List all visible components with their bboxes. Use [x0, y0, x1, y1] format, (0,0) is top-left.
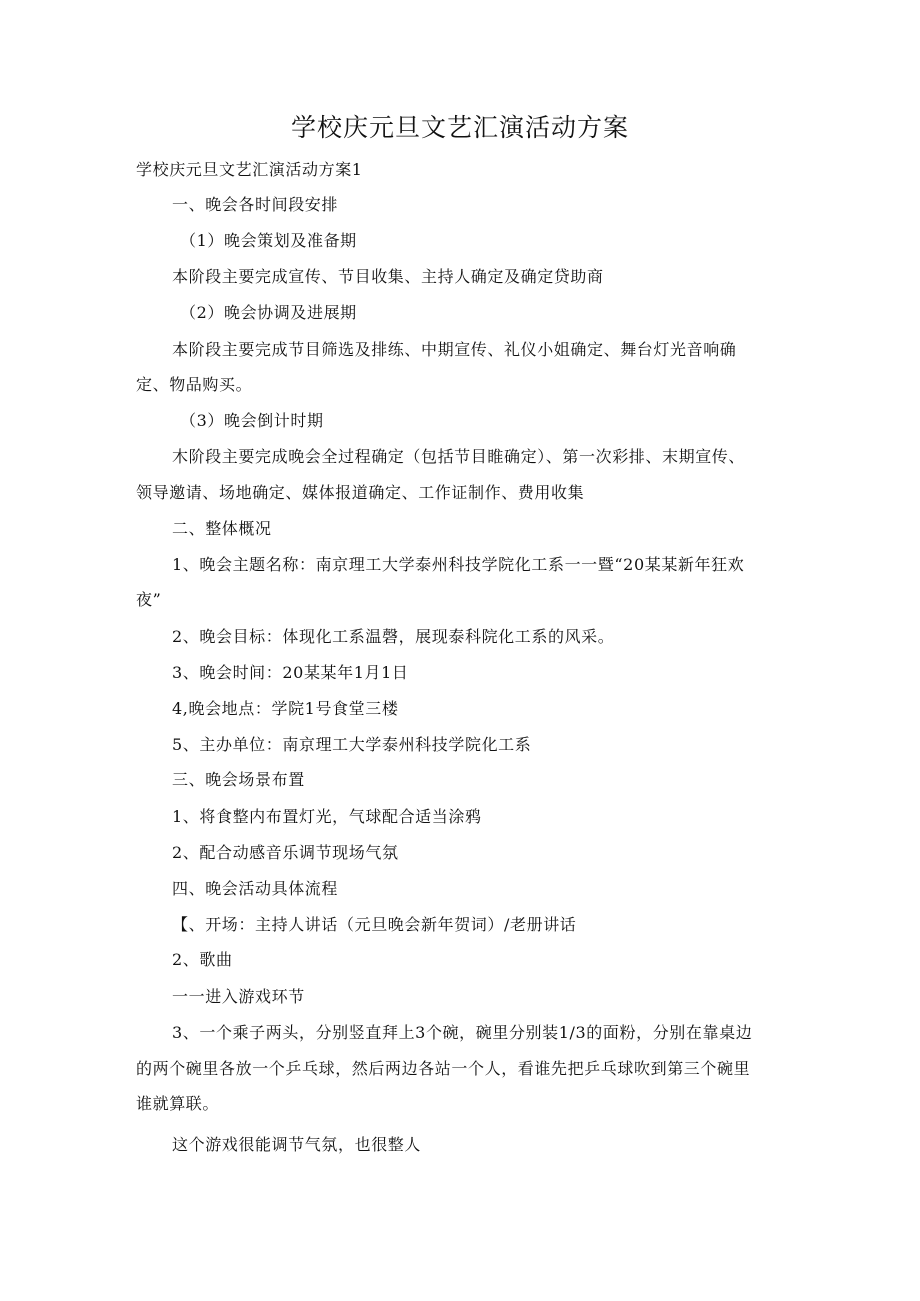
paragraph-line: 谁就算联。 [136, 1094, 220, 1113]
paragraph-line: 2、晚会目标：体现化工系温磬，展现泰科院化工系的风采。 [172, 627, 615, 646]
subheading-1: （1）晚会策划及准备期 [180, 231, 357, 250]
paragraph-line: 木阶段主要完成晚会全过程确定（包括节目睢确定）、第一次彩排、末期宣传、 [172, 447, 746, 466]
paragraph-line: 本阶段主要完成宣传、节目收集、主持人确定及确定贷助商 [172, 267, 604, 286]
paragraph-line: 定、物品购买。 [136, 375, 253, 394]
subheading-2: （2）晚会协调及进展期 [180, 303, 357, 322]
paragraph-line: 1、晚会主题名称：南京理工大学泰州科技学院化工系一一暨“20某某新年狂欢 [172, 555, 745, 574]
paragraph-line: 3、一个乘子两头，分别竖直拜上3个碗，碗里分别装1/3的面粉，分别在靠桌边 [172, 1023, 753, 1042]
document-title: 学校庆元旦文艺汇演活动方案 [290, 113, 629, 142]
paragraph-line: 1、将食整内布置灯光，气球配合适当涂鸦 [172, 807, 482, 826]
paragraph-line: 夜” [136, 590, 162, 609]
paragraph-line: 这个游戏很能调节气氛，也很整人 [172, 1135, 422, 1154]
paragraph-line: 领导邀请、场地确定、媒体报道确定、工作证制作、费用收集 [136, 483, 585, 502]
paragraph-line: 的两个碗里各放一个乒乓球，然后两边各站一个人，看谁先把乒乓球吹到第三个碗里 [136, 1059, 751, 1078]
section-heading-2: 二、整体概况 [172, 519, 272, 538]
section-heading-1: 一、晚会各时间段安排 [172, 195, 339, 214]
paragraph-line: 3、晚会时间：20某某年1月1日 [172, 663, 409, 682]
paragraph-line: 本阶段主要完成节目筛选及排练、中期宣传、礼仪小姐确定、舞台灯光音响确 [172, 340, 737, 359]
section-heading-3: 三、晚会场景布置 [172, 770, 305, 789]
paragraph-line: 2、配合动感音乐调节现场气氛 [172, 843, 399, 862]
paragraph-line: 4,晚会地点：学院1号食堂三楼 [172, 699, 399, 718]
paragraph-line: 5、主办单位：南京理工大学泰州科技学院化工系 [172, 735, 532, 754]
subheading-3: （3）晚会倒计时期 [180, 411, 324, 430]
subtitle-line: 学校庆元旦文艺汇演活动方案1 [136, 160, 363, 179]
paragraph-line: 【、开场：主持人讲话（元旦晚会新年贺词）/老册讲话 [172, 915, 577, 934]
paragraph-line: 2、歌曲 [172, 950, 233, 969]
paragraph-line: 一一进入游戏环节 [172, 987, 305, 1006]
section-heading-4: 四、晚会活动具体流程 [172, 879, 339, 898]
